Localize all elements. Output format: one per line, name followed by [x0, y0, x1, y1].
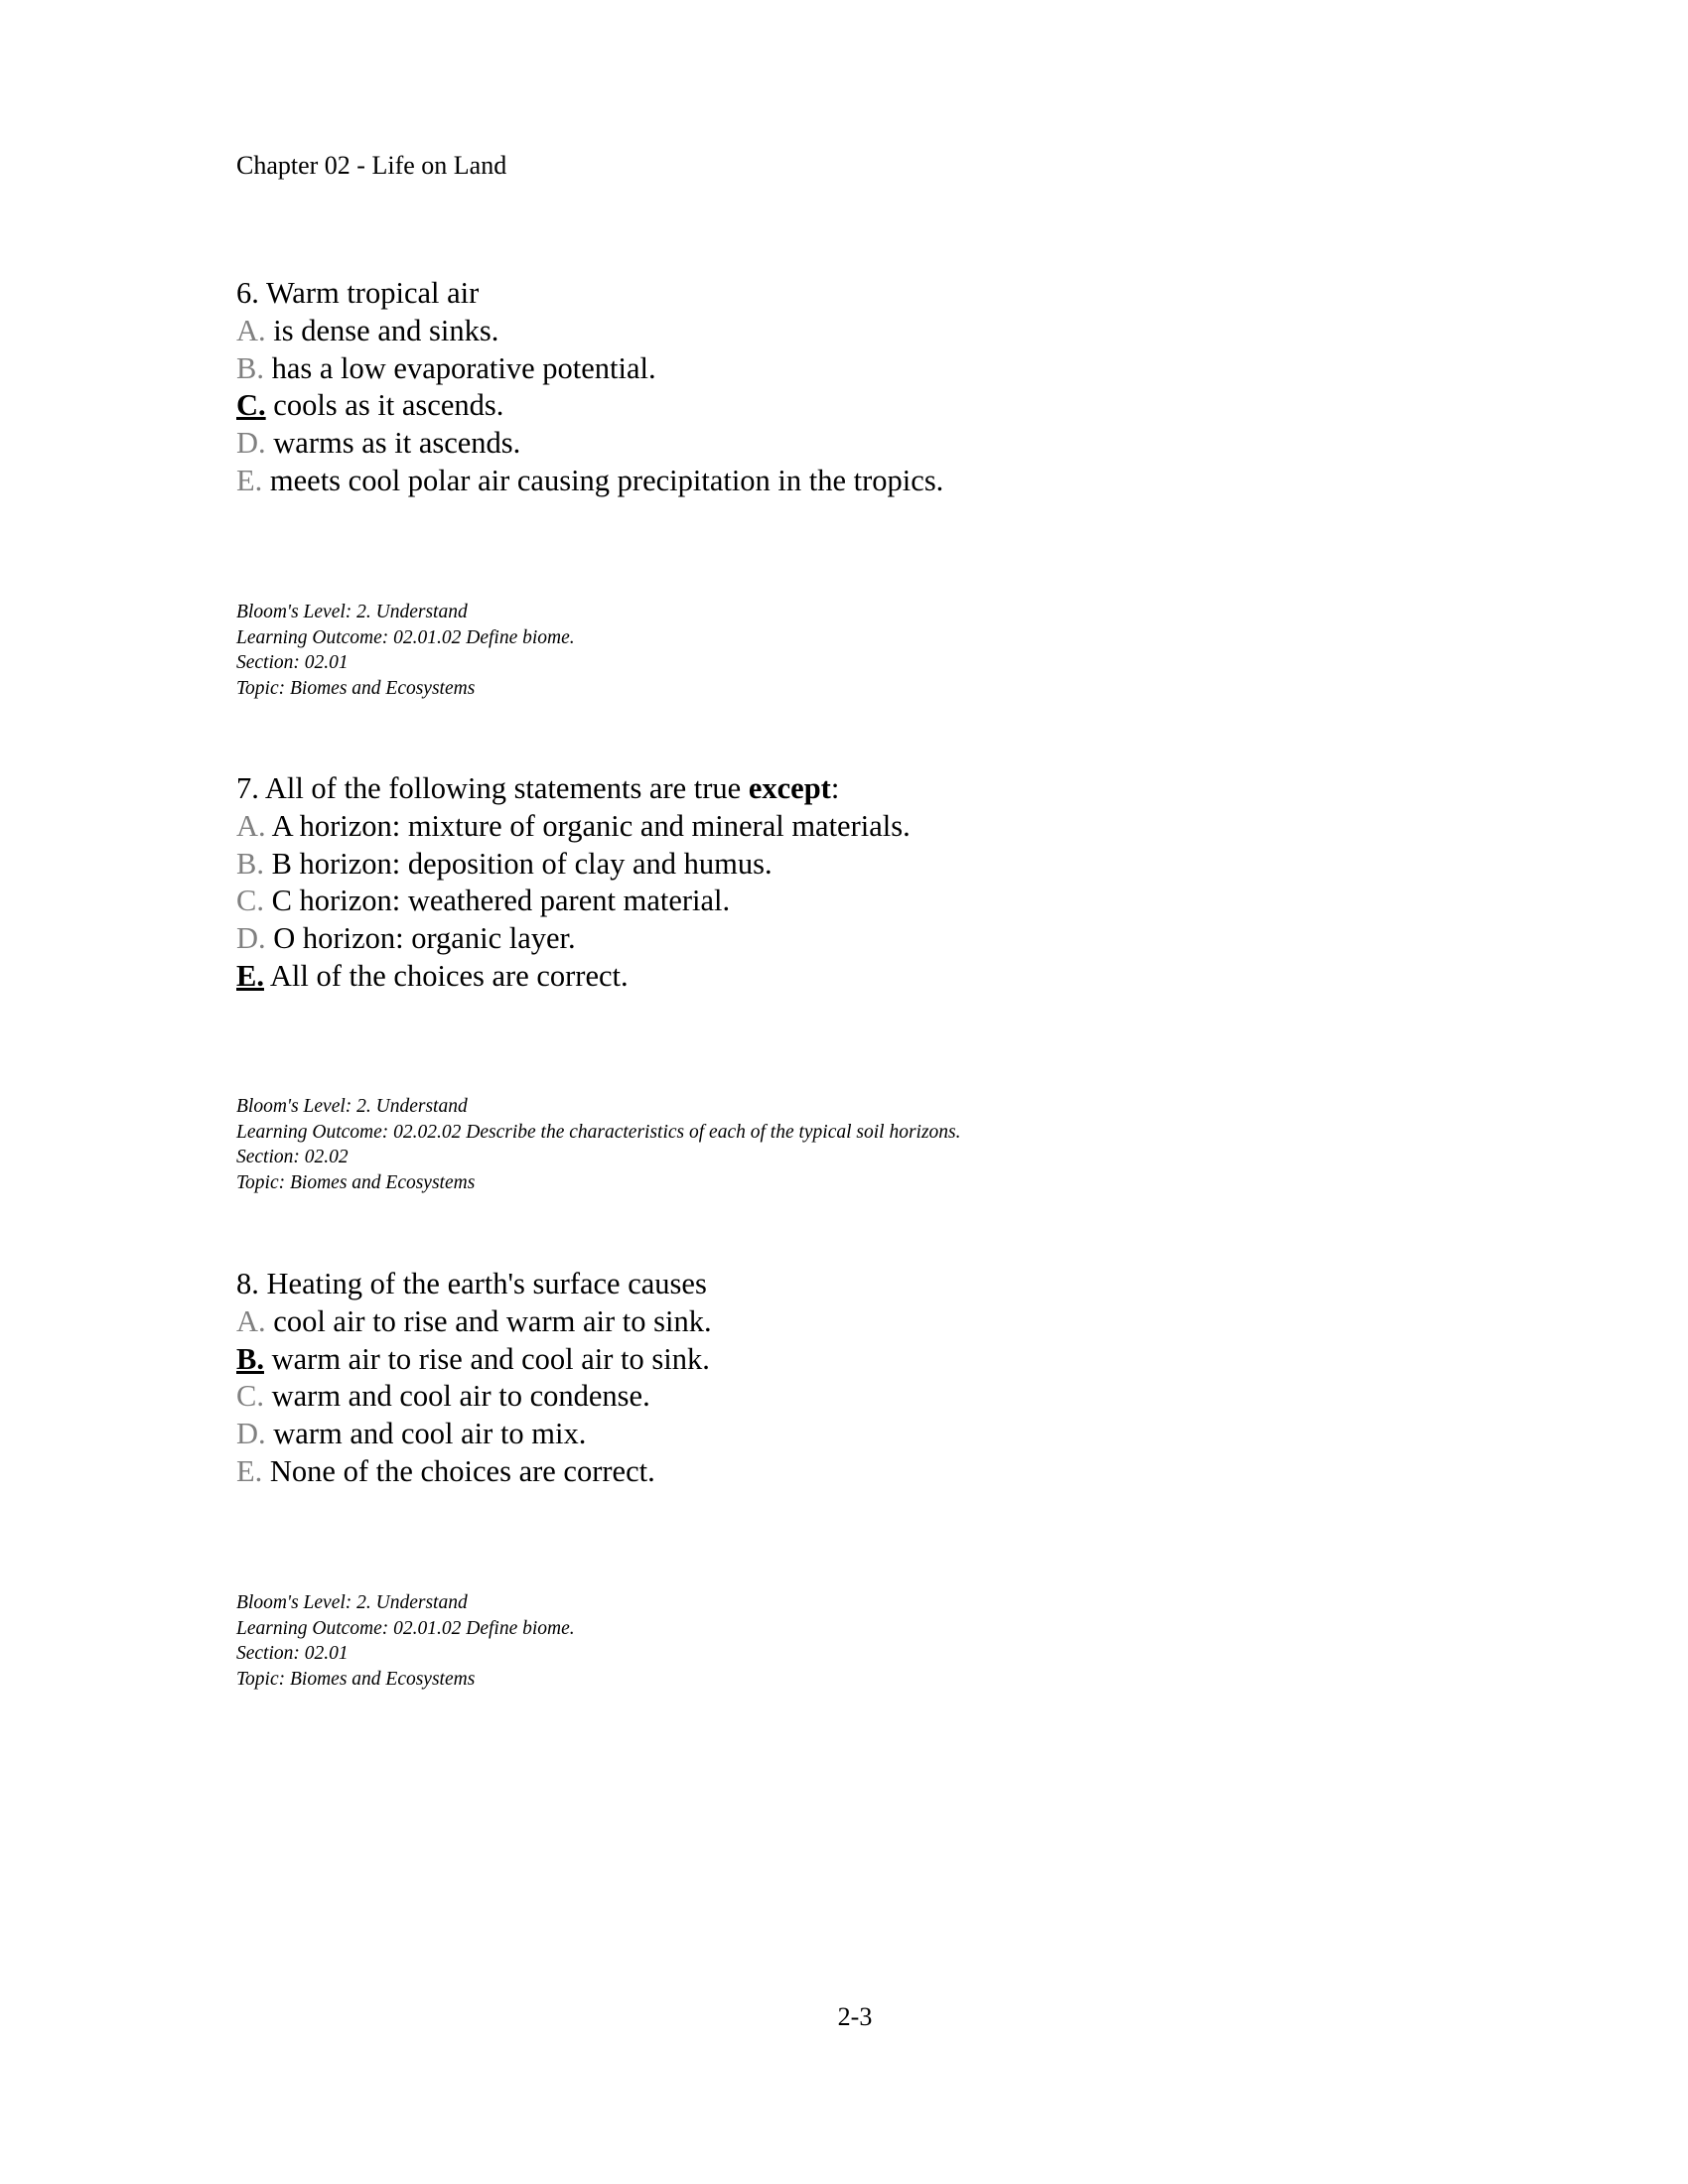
- choice-text: is dense and sinks.: [265, 313, 499, 347]
- choice-text: O horizon: organic layer.: [265, 921, 576, 956]
- stem-emphasis: except: [748, 771, 831, 805]
- choice-letter: C.: [236, 884, 264, 918]
- choice-a: [236, 313, 943, 350]
- question-7: [236, 770, 911, 996]
- choice-text: cools as it ascends.: [265, 388, 504, 423]
- choice-letter: B.: [236, 350, 264, 385]
- choice-a: [236, 1303, 712, 1341]
- question-stem: 8. Heating of the earth's surface causes: [236, 1267, 707, 1300]
- choice-d: [236, 425, 943, 463]
- choice-c: [236, 883, 911, 920]
- choice-text: meets cool polar air causing precipitation in the tropics.: [262, 463, 944, 497]
- correct-choice-letter: E.: [236, 958, 264, 993]
- choice-b: [236, 846, 911, 884]
- section: Section: 02.01: [236, 652, 349, 674]
- choice-letter: E.: [236, 1453, 263, 1488]
- choice-e-correct: [236, 958, 911, 996]
- choice-letter: C.: [236, 1379, 264, 1414]
- choice-text: All of the choices are correct.: [263, 958, 629, 993]
- choice-letter: A.: [236, 313, 266, 347]
- choice-b: [236, 350, 943, 388]
- choice-text: None of the choices are correct.: [262, 1453, 655, 1488]
- topic: Topic: Biomes and Ecosystems: [236, 1172, 476, 1194]
- page-header: Chapter 02 - Life on Land: [236, 151, 507, 180]
- choice-text: A horizon: mixture of organic and mineral materials.: [265, 808, 911, 843]
- choice-letter: A.: [236, 808, 266, 843]
- choice-letter: D.: [236, 1417, 266, 1451]
- question-7-metadata: [236, 1094, 961, 1196]
- section: Section: 02.02: [236, 1147, 349, 1168]
- question-stem: 6. Warm tropical air: [236, 276, 480, 310]
- choice-b-correct: [236, 1341, 712, 1379]
- choice-letter: D.: [236, 921, 266, 956]
- choice-a: [236, 808, 911, 846]
- choice-c: [236, 1378, 712, 1416]
- correct-choice-letter: B.: [236, 1341, 264, 1376]
- stem-text: 7. All of the following statements are true: [236, 771, 749, 805]
- topic: Topic: Biomes and Ecosystems: [236, 678, 476, 700]
- blooms-level: Bloom's Level: 2. Understand: [236, 1592, 468, 1613]
- question-stem: [236, 770, 911, 808]
- choice-text: has a low evaporative potential.: [263, 350, 656, 385]
- choice-letter: D.: [236, 426, 266, 461]
- stem-suffix: :: [830, 771, 840, 805]
- choice-text: C horizon: weathered parent material.: [263, 884, 731, 918]
- choice-text: cool air to rise and warm air to sink.: [265, 1303, 712, 1338]
- choice-text: warm and cool air to condense.: [263, 1379, 650, 1414]
- blooms-level: Bloom's Level: 2. Understand: [236, 1096, 468, 1117]
- question-6-metadata: [236, 600, 575, 702]
- choice-text: warm and cool air to mix.: [265, 1417, 587, 1451]
- choice-e: [236, 1453, 712, 1491]
- blooms-level: Bloom's Level: 2. Understand: [236, 602, 468, 622]
- choice-letter: A.: [236, 1303, 266, 1338]
- choice-text: warms as it ascends.: [265, 426, 521, 461]
- choice-letter: B.: [236, 846, 264, 881]
- choice-text: warm air to rise and cool air to sink.: [263, 1341, 710, 1376]
- question-8: [236, 1266, 712, 1491]
- learning-outcome: Learning Outcome: 02.02.02 Describe the characteristics of each of the typical soil horizons.: [236, 1121, 961, 1143]
- question-6: [236, 275, 943, 500]
- learning-outcome: Learning Outcome: 02.01.02 Define biome.: [236, 626, 575, 648]
- question-8-metadata: [236, 1590, 575, 1693]
- choice-c-correct: [236, 387, 943, 425]
- choice-d: [236, 920, 911, 958]
- section: Section: 02.01: [236, 1643, 349, 1665]
- topic: Topic: Biomes and Ecosystems: [236, 1669, 476, 1691]
- page-number: 2-3: [837, 2002, 873, 2031]
- correct-choice-letter: C.: [236, 388, 266, 423]
- choice-d: [236, 1416, 712, 1453]
- learning-outcome: Learning Outcome: 02.01.02 Define biome.: [236, 1617, 575, 1639]
- choice-text: B horizon: deposition of clay and humus.: [263, 846, 773, 881]
- choice-letter: E.: [236, 463, 263, 497]
- choice-e: [236, 463, 943, 500]
